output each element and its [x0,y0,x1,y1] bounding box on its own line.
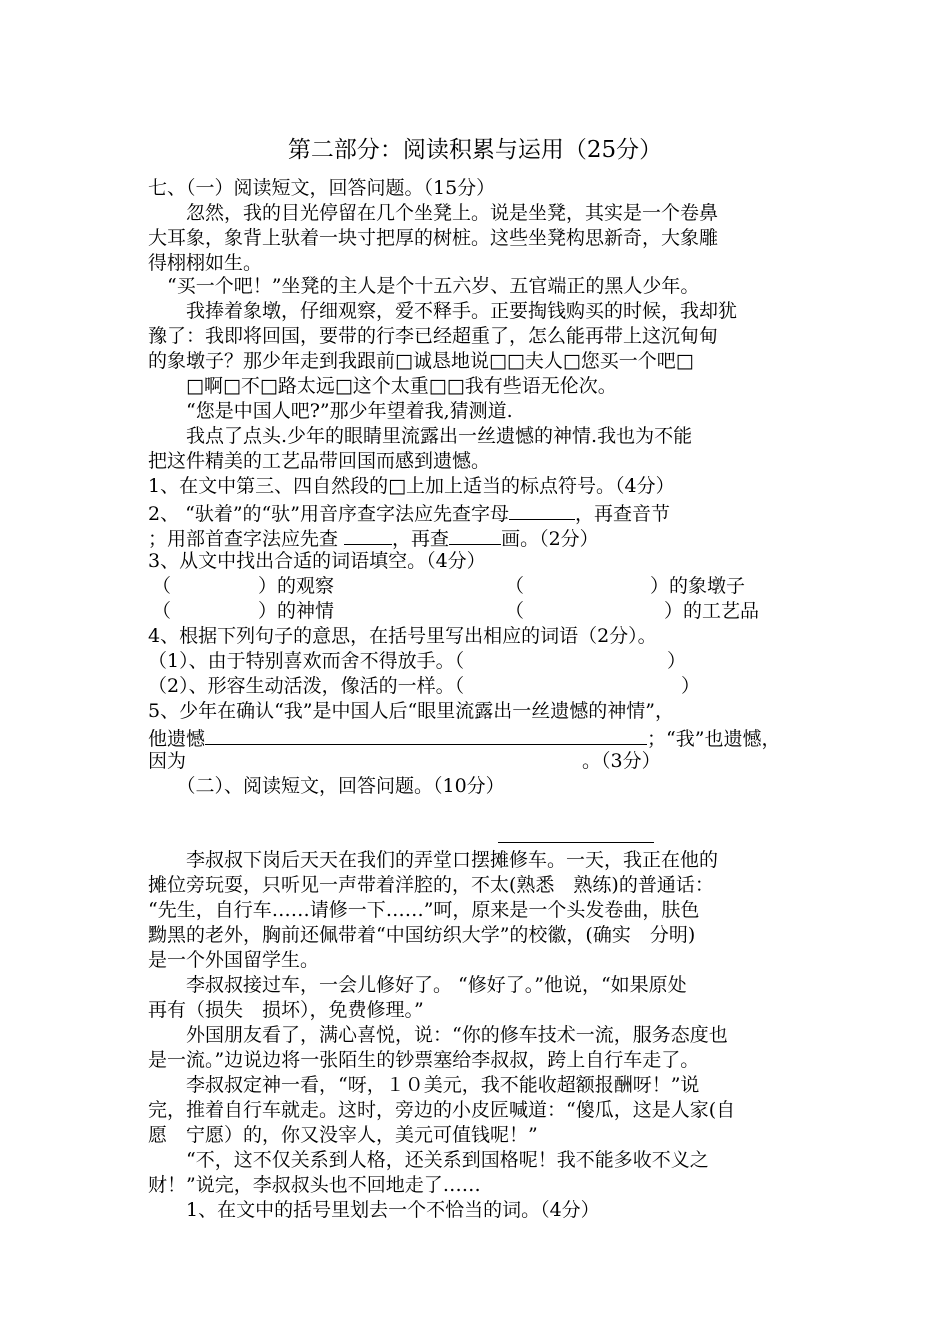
q3-open-4: （ [505,600,525,622]
question-2-line2 [148,524,599,551]
q3-item-4: ）的工艺品 [664,600,760,622]
passage2-line: 是一个外国留学生。 [148,949,320,971]
q4-close-2: ） [681,675,701,697]
passage2-line: “不，这不仅关系到人格，还关系到国格呢！我不能多收不义之 [148,1149,709,1171]
q3-item-2: ）的象墩子 [650,575,746,597]
passage2-line: 再有（损失 损坏），免费修理。” [148,999,424,1021]
passage2-line: 李叔叔下岗后天天在我们的弄堂口摆摊修车。一天，我正在他的 [148,849,719,871]
q2-text-b: ，再查音节 [574,503,670,525]
passage2-line: 是一流。”边说边将一张陌生的钞票塞给李叔叔，跨上自行车走了。 [148,1049,700,1071]
passage1-line: “您是中国人吧?”那少年望着我,猜测道. [148,400,513,422]
question-2-line1 [148,499,670,526]
question-5-line2 [148,724,780,751]
section2-question-1: 1、在文中的括号里划去一个不恰当的词。（4分） [148,1199,600,1221]
q2-blank-letter[interactable] [509,499,575,520]
q5-text-e: 。（3分） [582,750,661,772]
passage2-line: 外国朋友看了，满心喜悦，说：“你的修车技术一流，服务态度也 [148,1024,728,1046]
q2-blank-radical[interactable] [344,524,392,545]
passage2-line: 完，推着自行车就走。这时，旁边的小皮匠喊道：“傻瓜，这是人家(自 [148,1099,736,1121]
passage2-line: 愿 宁愿）的，你又没宰人，美元可值钱呢！” [148,1124,538,1146]
q2-text-c: ；用部首查字法应先查 [148,528,345,550]
question-1: 1、在文中第三、四自然段的□上加上适当的标点符号。（4分） [148,475,675,497]
passage1-line: 的象墩子？那少年走到我跟前□诚恳地说□□夫人□您买一个吧□ [148,350,694,372]
passage1-line: 豫了：我即将回国，要带的行李已经超重了，怎么能再带上这沉甸甸 [148,325,719,347]
q3-item-3: ）的神情 [258,600,335,622]
question-5-line3 [148,749,661,773]
section1-header: 七、（一）阅读短文，回答问题。（15分） [148,177,496,199]
question-3: 3、从文中找出合适的词语填空。（4分） [148,550,486,572]
passage1-line: 把这件精美的工艺品带回国而感到遗憾。 [148,450,491,472]
q5-text-c: ；“我”也遗憾， [647,728,781,750]
passage1-line: 忽然，我的目光停留在几个坐凳上。说是坐凳，其实是一个卷鼻 [148,202,719,224]
passage2-line: 李叔叔定神一看，“呀，１０美元，我不能收超额报酬呀！”说 [148,1074,700,1096]
passage1-line: 我捧着象墩，仔细观察，爱不释手。正要掏钱购买的时候，我却犹 [148,300,738,322]
passage2-line: 财！”说完，李叔叔头也不回地走了…… [148,1174,481,1196]
q2-blank-strokes[interactable] [449,524,501,545]
passage1-line: 我点了点头.少年的眼睛里流露出一丝遗憾的神情.我也为不能 [148,425,693,447]
q4-close-1: ） [667,650,687,672]
q3-item-1: ）的观察 [258,575,335,597]
q5-blank-1[interactable] [205,724,647,745]
q5-text-d: 因为 [148,750,187,772]
question-5-line1: 5、少年在确认“我”是中国人后“眼里流露出一丝遗憾的神情”， [148,700,674,722]
question-4: 4、根据下列句子的意思，在括号里写出相应的词语（2分）。 [148,625,657,647]
page-title: 第二部分：阅读积累与运用（25分） [287,137,663,163]
q3-open-3: （ [152,600,172,622]
passage1-line: □啊□不□路太远□这个太重□□我有些语无伦次。 [148,375,617,397]
passage2-line: 摊位旁玩耍，只听见一声带着洋腔的，不太(熟悉 熟练)的普通话： [148,874,714,896]
q3-open-2: （ [505,575,525,597]
q2-text-e: 画。（2分） [501,528,599,550]
q2-text-a: 2、 “驮着”的“驮”用音序查字法应先查字母 [148,503,509,525]
q4-item-2: （2）、形容生动活泼，像活的一样。（ [148,675,465,697]
q2-text-d: ，再查 [392,528,450,550]
passage1-line: 大耳象，象背上驮着一块寸把厚的树桩。这些坐凳构思新奇，大象雕 [148,227,719,249]
passage1-line: “买一个吧！”坐凳的主人是个十五六岁、五官端正的黑人少年。 [148,275,700,297]
q4-item-1: （1）、由于特别喜欢而舍不得放手。（ [148,650,465,672]
passage2-line: 李叔叔接过车，一会儿修好了。 “修好了。”他说，“如果原处 [148,974,687,996]
passage1-line: 得栩栩如生。 [148,252,263,274]
title-blank-line[interactable] [498,842,654,843]
passage2-line: “先生，自行车……请修一下……”呵，原来是一个头发卷曲，肤色 [148,899,700,921]
section2-header: （二）、阅读短文，回答问题。（10分） [148,775,505,797]
q3-open-1: （ [152,575,172,597]
passage2-line: 黝黑的老外，胸前还佩带着“中国纺织大学”的校徽，(确实 分明) [148,924,696,946]
q5-text-b: 他遗憾 [148,728,206,750]
